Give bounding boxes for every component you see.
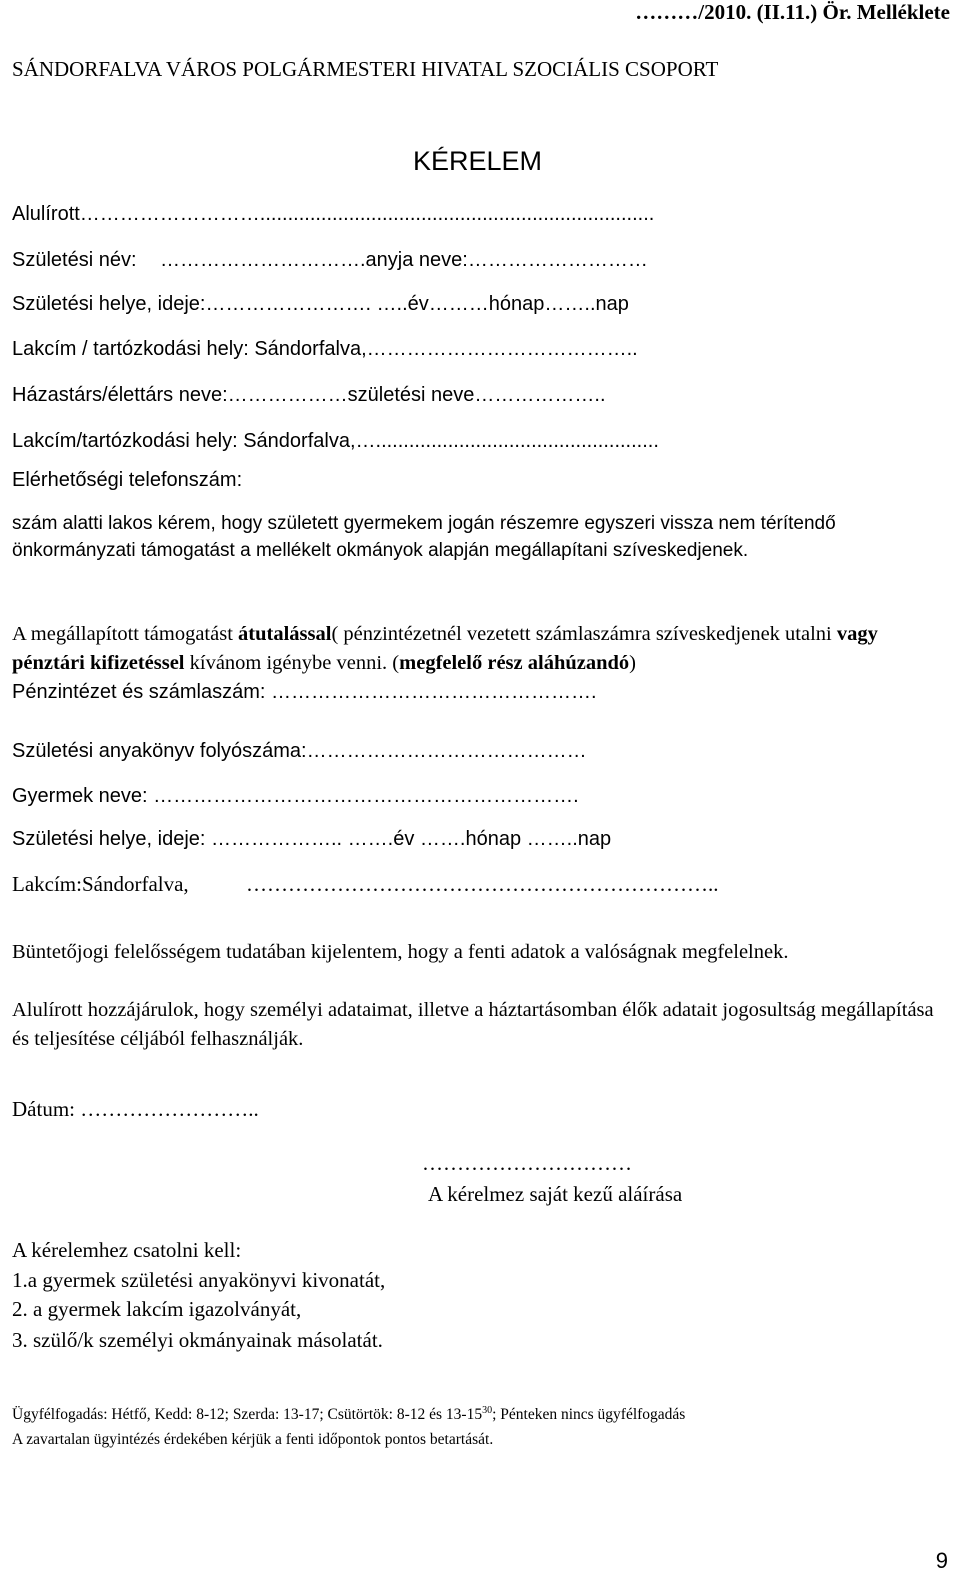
birth-name-label: Születési név: xyxy=(12,249,137,271)
birth-registry-line: Születési anyakönyv folyószáma:…………………………………… xyxy=(12,740,587,762)
payment-text-1: A megállapított támogatást xyxy=(12,623,239,645)
underline-note: megfelelő rész aláhúzandó xyxy=(399,652,630,674)
criminal-declaration: Büntetőjogi felelősségem tudatában kijelentem, hogy a fenti adatok a valóságnak megfelelnek. xyxy=(12,941,789,963)
payment-paragraph xyxy=(12,620,947,707)
payment-text-2: ( pénzintézetnél vezetett számlaszámra szíveskedjenek utalni xyxy=(331,623,837,645)
spouse-line: Házastárs/élettárs neve:………………születési neve……………….. xyxy=(12,384,606,406)
request-paragraph: szám alatti lakos kérem, hogy született gyermekem jogán részemre egyszeri vissza nem térítendő önkormányzati támogatást a mellékelt okmányok alapján megállapítani szíveskedjenek. xyxy=(12,513,836,561)
office-hours-minutes: 30 xyxy=(482,1405,493,1416)
page-title: KÉRELEM xyxy=(413,146,543,176)
office-hours xyxy=(12,1405,685,1424)
signature-dots: ………………………… xyxy=(422,1151,632,1175)
birth-place-date-line: Születési helye, ideje:……………………. …..év………hónap……..nap xyxy=(12,293,629,315)
child-name-line: Gyermek neve: ………………………………………………………. xyxy=(12,785,579,807)
attachment-item-3: 3. szülő/k személyi okmányainak másolatát. xyxy=(12,1328,383,1352)
address-line: Lakcím / tartózkodási hely: Sándorfalva,………………………………….. xyxy=(12,338,638,360)
spouse-address-line: Lakcím/tartózkodási hely: Sándorfalva,…................................................... xyxy=(12,430,659,452)
annex-reference: ………/2010. (II.11.) Ör. Melléklete xyxy=(635,0,950,24)
cash-option: vagy pénztári kifizetéssel xyxy=(12,623,878,674)
transfer-option: átutalással xyxy=(238,623,332,645)
attachment-item-1: 1.a gyermek születési anyakönyvi kivonatát, xyxy=(12,1268,386,1292)
child-birth-line: Születési helye, ideje: ……………….. …….év …….hónap ……..nap xyxy=(12,828,612,850)
bank-account-line: Pénzintézet és számlaszám: …………………………………………. xyxy=(12,681,597,703)
birth-name-field: ………………………….anyja neve:……………………… xyxy=(160,249,648,271)
signature-label: A kérelmez saját kezű aláírása xyxy=(428,1182,683,1206)
child-address-label: Lakcím:Sándorfalva, xyxy=(12,872,189,896)
date-line: Dátum: …………………….. xyxy=(12,1097,259,1121)
office-hours-friday: ; Pénteken nincs ügyfélfogadás xyxy=(492,1406,686,1424)
attachments-heading: A kérelemhez csatolni kell: xyxy=(12,1238,242,1262)
attachment-item-2: 2. a gyermek lakcím igazolványát, xyxy=(12,1297,302,1321)
phone-label: Elérhetőségi telefonszám: xyxy=(12,469,243,491)
child-address-field: ………………………………………………………….. xyxy=(246,872,719,896)
undersigned-line: Alulírott………………………....................................................................... xyxy=(12,203,655,225)
office-hours-text: Ügyfélfogadás: Hétfő, Kedd: 8-12; Szerda: 13-17; Csütörtök: 8-12 és 13-15 xyxy=(12,1406,483,1424)
punctuality-note: A zavartalan ügyintézés érdekében kérjük a fenti időpontok pontos betartását. xyxy=(12,1431,494,1448)
consent-declaration: Alulírott hozzájárulok, hogy személyi adataimat, illetve a háztartásomban élők adatait jogosultság megállapítása és teljesítése céljából felhasználják. xyxy=(12,999,934,1050)
page-number: 9 xyxy=(935,1548,948,1573)
payment-text-4: ) xyxy=(629,652,636,674)
office-heading: SÁNDORFALVA VÁROS POLGÁRMESTERI HIVATAL SZOCIÁLIS CSOPORT xyxy=(12,57,719,81)
payment-text-3: kívánom igénybe venni. ( xyxy=(184,652,400,674)
